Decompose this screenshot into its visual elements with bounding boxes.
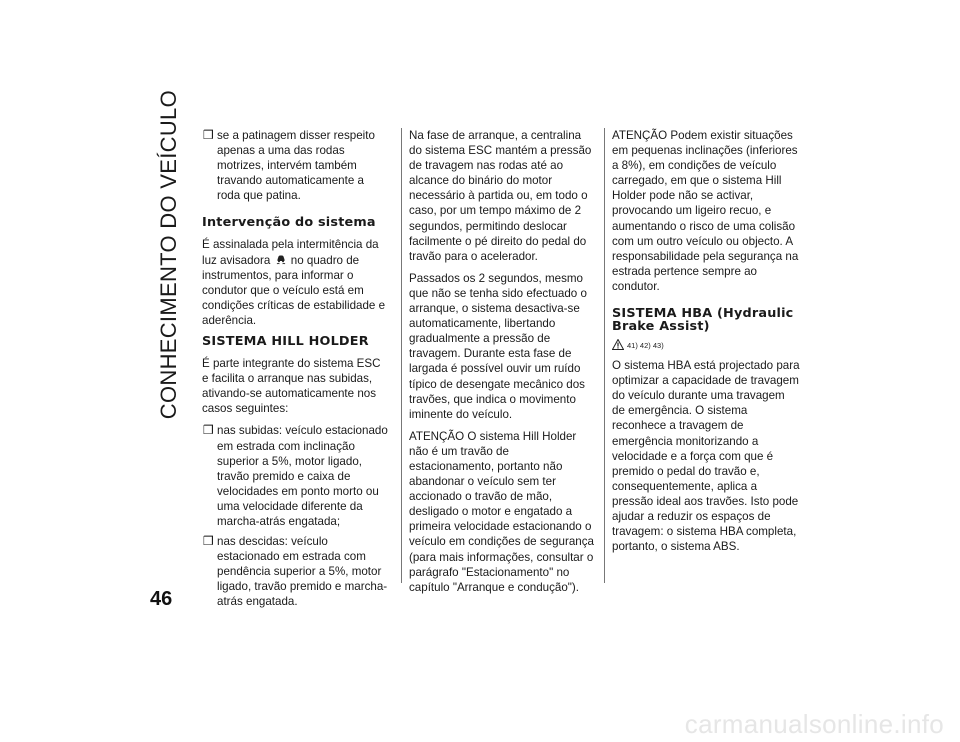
paragraph: O sistema HBA está projectado para optimizar a capacidade de travagem do veículo durante uma travagem de emergência. O sistema reconhece a travagem de emergência monitorizando a velocidade e a força com que é premido o pedal do travão e, consequentemente, aplica a pressão ideal aos travões. Isto pode ajudar a reduzir os espaços de travagem: o sistema HBA completa, portanto, o sistema ABS. [612,359,800,554]
watermark: carmanualsonline.info [684,709,944,739]
section-side-title [145,90,193,420]
list-item [202,534,390,609]
page-number: 46 [150,588,173,610]
hill-holder-intro: É parte integrante do sistema ESC e facilita o arranque nas subidas, ativando-se automaticamente nos casos seguintes: [202,357,381,416]
column-2 [409,128,597,602]
column-1 [202,128,390,615]
paragraph: Passados os 2 segundos, mesmo que não se tenha sido efectuado o arranque, o sistema desactiva-se automaticamente, libertando gradualmente a pressão de travagem. Durante esta fase de largada é possível ouvir um ruído típico de desengate mecânico dos travões, que indica o movimento iminente do veículo. [409,271,587,421]
list-item [202,423,390,529]
bullet-box-icon: ❒ [203,423,214,438]
intervention-text-a: É assinalada pela intermitência da luz avisadora [202,238,379,267]
warning-paragraph: ATENÇÃO O sistema Hill Holder não é um travão de estacionamento, portanto não abandonar o veículo sem ter accionado o travão de mão, desligado o motor e engatado a primeira velocidade estacionando o veículo em condições de segurança (para mais informações, consultar o parágrafo "Estacionamento" no capítulo "Arranque e condução"). [409,429,594,594]
intervention-paragraph [202,237,390,328]
list-item-text: nas descidas: veículo estacionado em estrada com pendência superior a 5%, motor ligado, travão premido e marcha-atrás engatada. [217,535,388,609]
warning-reference [612,339,800,350]
heading-hba: SISTEMA HBA (Hydraulic Brake Assist) [612,306,794,335]
bullet-box-icon: ❒ [203,128,214,142]
esc-warning-light-icon [275,253,287,265]
intervention-text-b: no quadro de instrumentos, para informar o condutor que o veículo está em condições críticas de estabilidade e aderência. [202,253,386,327]
column-divider [401,128,402,583]
heading-system-intervention: Intervenção do sistema [202,215,376,231]
heading-hill-holder: SISTEMA HILL HOLDER [202,334,369,350]
warning-refs: 41) 42) 43) [627,341,664,351]
warning-paragraph: ATENÇÃO Podem existir situações em pequenas inclinações (inferiores a 8%), em condições de veículo carregado, em que o sistema Hill Holder pode não se activar, provocando um ligeiro recuo, e aumentando o risco de uma colisão com um outro veículo ou objecto. A responsabilidade pela segurança na estrada pertence sempre ao condutor. [612,129,799,293]
list-item-text: se a patinagem disser respeito apenas a uma das rodas motrizes, intervém também travando automaticamente a roda que patina. [217,129,375,203]
side-title-text: CONHECIMENTO DO VEÍCULO [156,90,181,420]
column-divider [604,128,605,583]
list-item [202,128,390,203]
column-3 [612,128,800,561]
warning-triangle-icon [612,339,624,350]
bullet-box-icon: ❒ [203,534,214,549]
paragraph: Na fase de arranque, a centralina do sistema ESC mantém a pressão de travagem nas rodas até ao alcance do binário do motor necessário à partida ou, em todo o caso, por um tempo máximo de 2 segundos, permitindo deslocar facilmente o pé direito do pedal do travão para o acelerador. [409,129,592,263]
list-item-text: nas subidas: veículo estacionado em estrada com inclinação superior a 5%, motor ligado, travão premido e caixa de velocidades em ponto morto ou uma velocidade diferente da marcha-atrás engatada; [217,424,388,528]
